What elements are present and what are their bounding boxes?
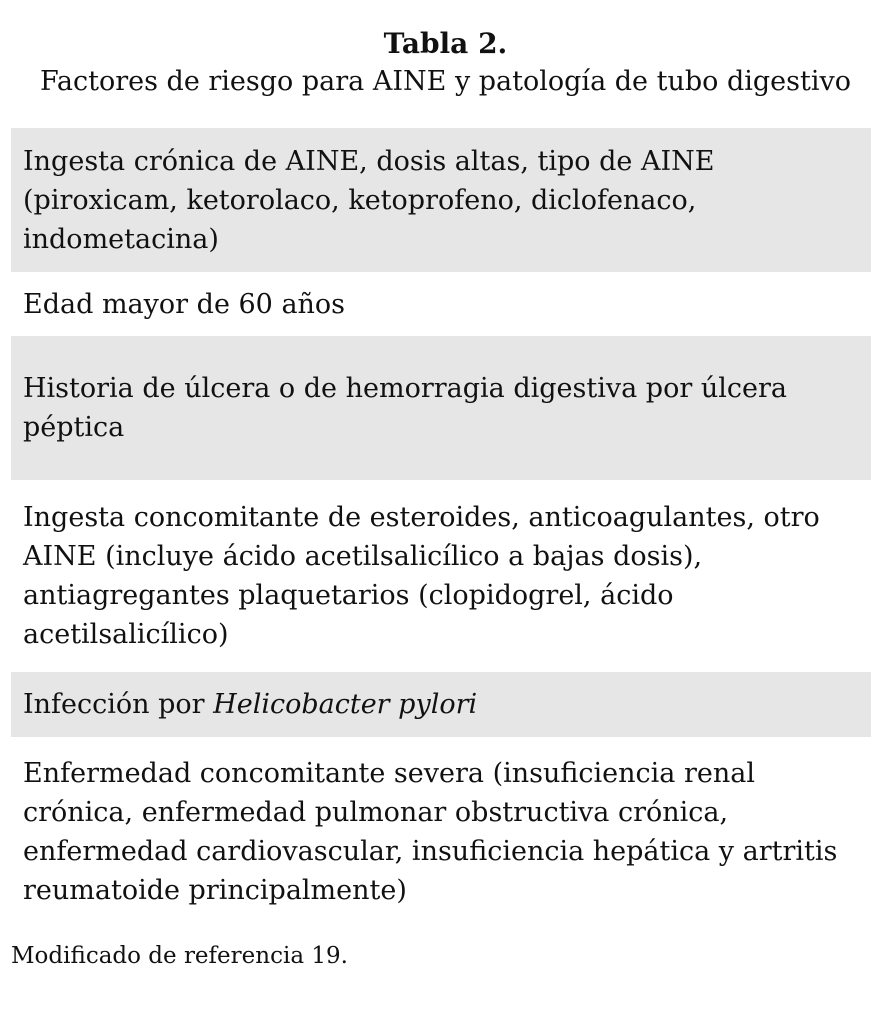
table-row (11, 672, 871, 737)
table-row (11, 480, 871, 672)
infection-organism: Helicobacter pylori (213, 689, 478, 720)
row-text-age: Edad mayor de 60 años (23, 288, 346, 320)
row-text-comorbidity: Enfermedad concomitante severa (insuficiencia renal crónica, enfermedad pulmonar obstructiva crónica, enfermedad cardiovascular, insuficiencia hepática y artritis reumatoide principalmente) (23, 758, 838, 906)
table-subtitle: Factores de riesgo para AINE y patología de tubo digestivo (40, 66, 851, 97)
table-row (11, 336, 871, 480)
table-title: Tabla 2. (383, 27, 508, 60)
table-row (11, 737, 871, 927)
table-row (11, 272, 871, 336)
row-text-infection (23, 685, 863, 724)
row-text-ulcer-history: Historia de úlcera o de hemorragia digestiva por úlcera péptica (23, 373, 787, 443)
row-text-chronic-nsaid: Ingesta crónica de AINE, dosis altas, tipo de AINE (piroxicam, ketorolaco, ketoprofeno, diclofenaco, indometacina) (23, 145, 715, 255)
table-row (11, 128, 871, 272)
row-text-concomitant-drugs: Ingesta concomitante de esteroides, anticoagulantes, otro AINE (incluye ácido acetilsalicílico a bajas dosis), antiagregantes plaquetarios (clopidogrel, ácido acetilsalicílico) (23, 502, 820, 650)
footnote: Modificado de referencia 19. (11, 943, 348, 969)
infection-prefix: Infección por (23, 689, 214, 720)
